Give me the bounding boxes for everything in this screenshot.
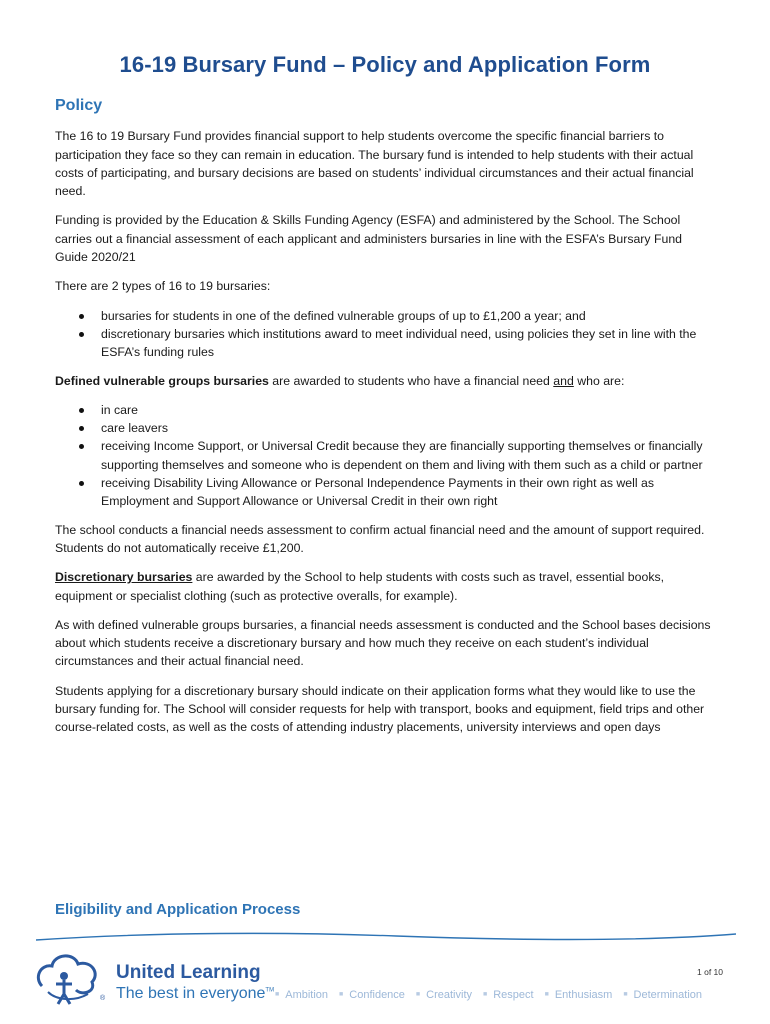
footer-wave-line [36,930,736,948]
value-ambition: ■ Ambition [275,989,328,1001]
vulnerable-intro-text-1: are awarded to students who have a financial need [268,373,554,388]
page-number: 1 of 10 [697,967,723,977]
policy-heading: Policy [55,97,103,114]
registered-mark: ® [100,995,106,1002]
brand-tagline [116,985,274,1003]
value-determination: ■ Determination [623,989,702,1001]
value-enthusiasm: ■ Enthusiasm [545,989,613,1001]
policy-paragraph-6: Students applying for a discretionary bursary should indicate on their application forms what they would like to use the bursary funding for. The School will consider requests for help with transport, books and equipment, field trips and other course-related costs, as well as the costs of attending industry placements, university interviews and open days [55,683,705,735]
policy-paragraph-5: As with defined vulnerable groups bursaries, a financial needs assessment is conducted and the School bases decisions about which students receive a discretionary bursary and how much they receive on each student’s individual circumstances and their actual financial need. [55,617,711,669]
brand-name: United Learning [116,962,261,983]
list-item: care leavers [101,419,715,437]
eligibility-heading: Eligibility and Application Process [55,901,301,918]
vulnerable-intro-and: and [553,373,574,388]
vulnerable-groups-list [55,401,715,511]
trademark-mark: TM [265,987,275,994]
values-strip [275,989,702,1001]
list-item: in care [101,401,715,419]
vulnerable-groups-bold: Defined vulnerable groups bursaries [55,373,269,388]
list-item: receiving Income Support, or Universal Credit because they are financially supporting themselves or financially supporting themselves and someone who is dependent on them and living with them such as a child or partner [101,437,715,474]
discretionary-text: are awarded by the School to help students with costs such as travel, essential books, equipment or specialist clothing (such as protective overalls, for example). [55,570,665,603]
value-confidence: ■ Confidence [339,989,405,1001]
policy-paragraph-3: There are 2 types of 16 to 19 bursaries: [55,279,271,294]
discretionary-bold: Discretionary bursaries [55,570,193,585]
policy-section [55,97,715,748]
policy-paragraph-4: The school conducts a financial needs assessment to confirm actual financial need and the amount of support required. Students do not automatically receive £1,200. [55,522,705,555]
vulnerable-groups-intro [55,372,715,390]
tagline-text: The best in everyone [116,985,266,1002]
bursary-types-list [55,307,715,362]
list-item: discretionary bursaries which institutions award to meet individual need, using policies they set in line with the ESFA’s funding rules [101,325,715,362]
vulnerable-intro-text-2: who are: [573,373,625,388]
united-learning-logo-icon [34,948,104,1006]
value-respect: ■ Respect [483,989,534,1001]
list-item: bursaries for students in one of the defined vulnerable groups of up to £1,200 a year; and [101,307,715,325]
policy-paragraph-1: The 16 to 19 Bursary Fund provides financial support to help students overcome the specific financial barriers to participation they face so they can remain in education. The bursary fund is intended to help students with their actual costs of participating, and bursary decisions are based on students’ individual circumstances and their actual financial need. [55,129,694,199]
list-item: receiving Disability Living Allowance or Personal Independence Payments in their own right as well as Employment and Support Allowance or Universal Credit in their own right [101,474,715,511]
policy-paragraph-2: Funding is provided by the Education & Skills Funding Agency (ESFA) and administered by the School. The School carries out a financial assessment of each applicant and administers bursaries in line with the ESFA’s Bursary Fund Guide 2020/21 [55,213,682,265]
discretionary-paragraph [55,568,715,605]
document-title: 16-19 Bursary Fund – Policy and Application Form [119,52,651,77]
value-creativity: ■ Creativity [416,989,472,1001]
